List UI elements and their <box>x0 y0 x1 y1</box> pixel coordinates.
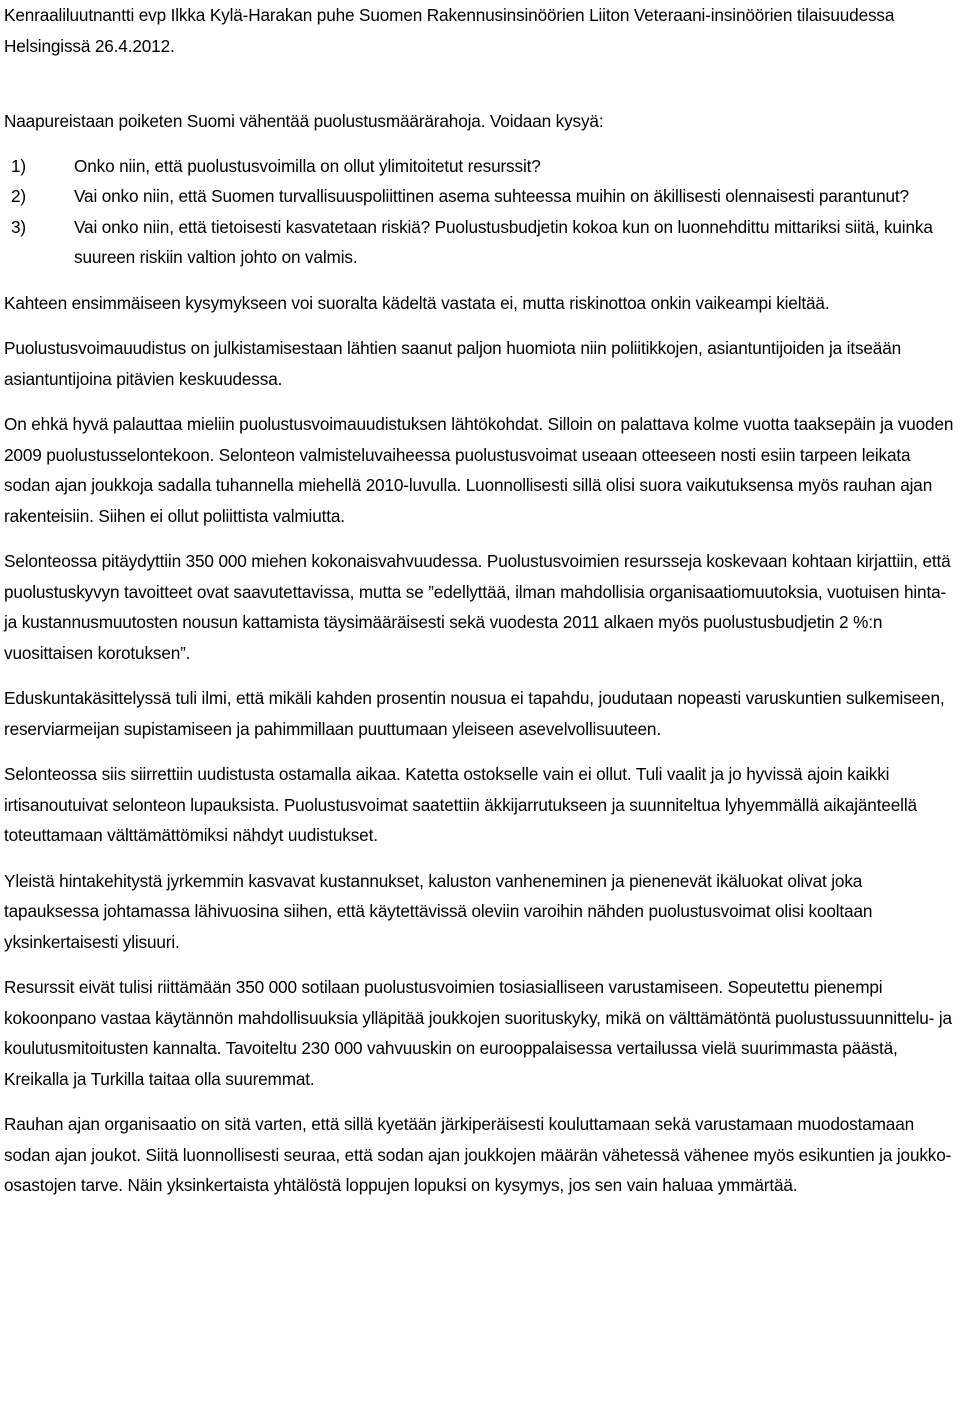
question-list <box>4 151 960 273</box>
question-text: Vai onko niin, että tietoisesti kasvatetaan riskiä? Puolustusbudjetin kokoa kun on luonnehdittu mittariksi siitä, kuinka suureen riskiin valtion johto on valmis. <box>74 216 933 267</box>
body-paragraph: Rauhan ajan organisaatio on sitä varten, että sillä kyetään järkiperäisesti kouluttamaan sekä varustamaan muodostamaan sodan ajan joukot. Siitä luonnollisesti seuraa, että sodan ajan joukkojen määrän vähetessä vähenee myös esikuntien ja joukko-osastojen tarve. Näin yksinkertaista yhtälöstä loppujen lopuksi on kysymys, jos sen vain haluaa ymmärtää. <box>4 1114 952 1195</box>
question-number: 2) <box>11 186 26 206</box>
body-paragraph: Kahteen ensimmäiseen kysymykseen voi suoralta kädeltä vastata ei, mutta riskinottoa onkin vaikeampi kieltää. <box>4 292 830 313</box>
body-paragraph: Resurssit eivät tulisi riittämään 350 000 sotilaan puolustusvoimien tosiasialliseen varustamiseen. Sopeutettu pienempi kokoonpano vastaa käytännön mahdollisuuksia ylläpitää joukkojen suorituskyky, mikä on välttämätöntä puolustussuunnittelu- ja koulutusmitoitusten kannalta. Tavoiteltu 230 000 vahvuuskin on eurooppalaisessa vertailussa vielä suurimmasta päästä, Kreikalla ja Turkilla taitaa olla suuremmat. <box>4 977 952 1089</box>
question-number: 3) <box>11 216 26 237</box>
body-paragraph: Selonteossa siis siirrettiin uudistusta ostamalla aikaa. Katetta ostokselle vain ei ollut. Tuli vaalit ja jo hyvissä ajoin kaikki irtisanoutuivat selonteon lupauksista. Puolustusvoimat saatettiin äkkijarrutukseen ja suunniteltua lyhyemmällä aikajänteellä toteuttamaan välttämättömiksi nähdyt uudistukset. <box>4 764 917 845</box>
question-item <box>4 212 956 273</box>
question-text: Onko niin, että puolustusvoimilla on ollut ylimitoitetut resurssit? <box>74 155 541 176</box>
question-number: 1) <box>11 155 26 176</box>
question-item <box>4 151 956 182</box>
body-paragraph: On ehkä hyvä palauttaa mieliin puolustusvoimauudistuksen lähtökohdat. Silloin on palattava kolme vuotta taaksepäin ja vuoden 2009 puolustusselontekoon. Selonteon valmisteluvaiheessa puolustusvoimat useaan otteeseen nosti esiin tarpeen leikata sodan ajan joukkoja sadalla tuhannella miehellä 2010-luvulla. Luonnollisesti sillä olisi suora vaikutuksensa myös rauhan ajan rakenteisiin. Siihen ei ollut poliittista valmiutta. <box>4 414 954 526</box>
question-text: Vai onko niin, että Suomen turvallisuuspoliittinen asema suhteessa muihin on äkillisesti olennaisesti parantunut? <box>74 186 909 206</box>
body-paragraph: Yleistä hintakehitystä jyrkemmin kasvavat kustannukset, kaluston vanheneminen ja pienenevät ikäluokat olivat joka tapauksessa johtamassa lähivuosina siihen, että käytettävissä oleviin varoihin nähden puolustusvoimat olisi kooltaan yksinkertaisesti ylisuuri. <box>4 870 873 952</box>
question-item <box>4 181 956 212</box>
body-paragraph: Selonteossa pitäydyttiin 350 000 miehen kokonaisvahvuudessa. Puolustusvoimien resursseja koskevaan kohtaan kirjattiin, että puolustuskyvyn tavoitteet ovat saavutettavissa, mutta se ”edellyttää, ilman mahdollisia organisaatiomuutoksia, vuotuisen hinta- ja kustannusmuutosten nousun kattamista täysimääräisesti sekä vuodesta 2011 alkaen myös puolustusbudjetin 2 %:n vuosittaisen korotuksen”. <box>4 551 951 663</box>
body-paragraph: Eduskuntakäsittelyssä tuli ilmi, että mikäli kahden prosentin nousua ei tapahdu, joudutaan nopeasti varuskuntien sulkemiseen, reserviarmeijan supistamiseen ja pahimmillaan puuttumaan yleiseen asevelvollisuuteen. <box>4 688 945 739</box>
document-header: Kenraaliluutnantti evp Ilkka Kylä-Harakan puhe Suomen Rakennusinsinöörien Liiton Veteraani-insinöörien tilaisuudessa Helsingissä 26.4.2012. <box>4 5 895 56</box>
body-paragraph: Puolustusvoimauudistus on julkistamisestaan lähtien saanut paljon huomiota niin poliitikkojen, asiantuntijoiden ja itseään asiantuntijoina pitävien keskuudessa. <box>4 338 902 389</box>
intro-paragraph: Naapureistaan poiketen Suomi vähentää puolustusmäärärahoja. Voidaan kysyä: <box>4 111 604 131</box>
